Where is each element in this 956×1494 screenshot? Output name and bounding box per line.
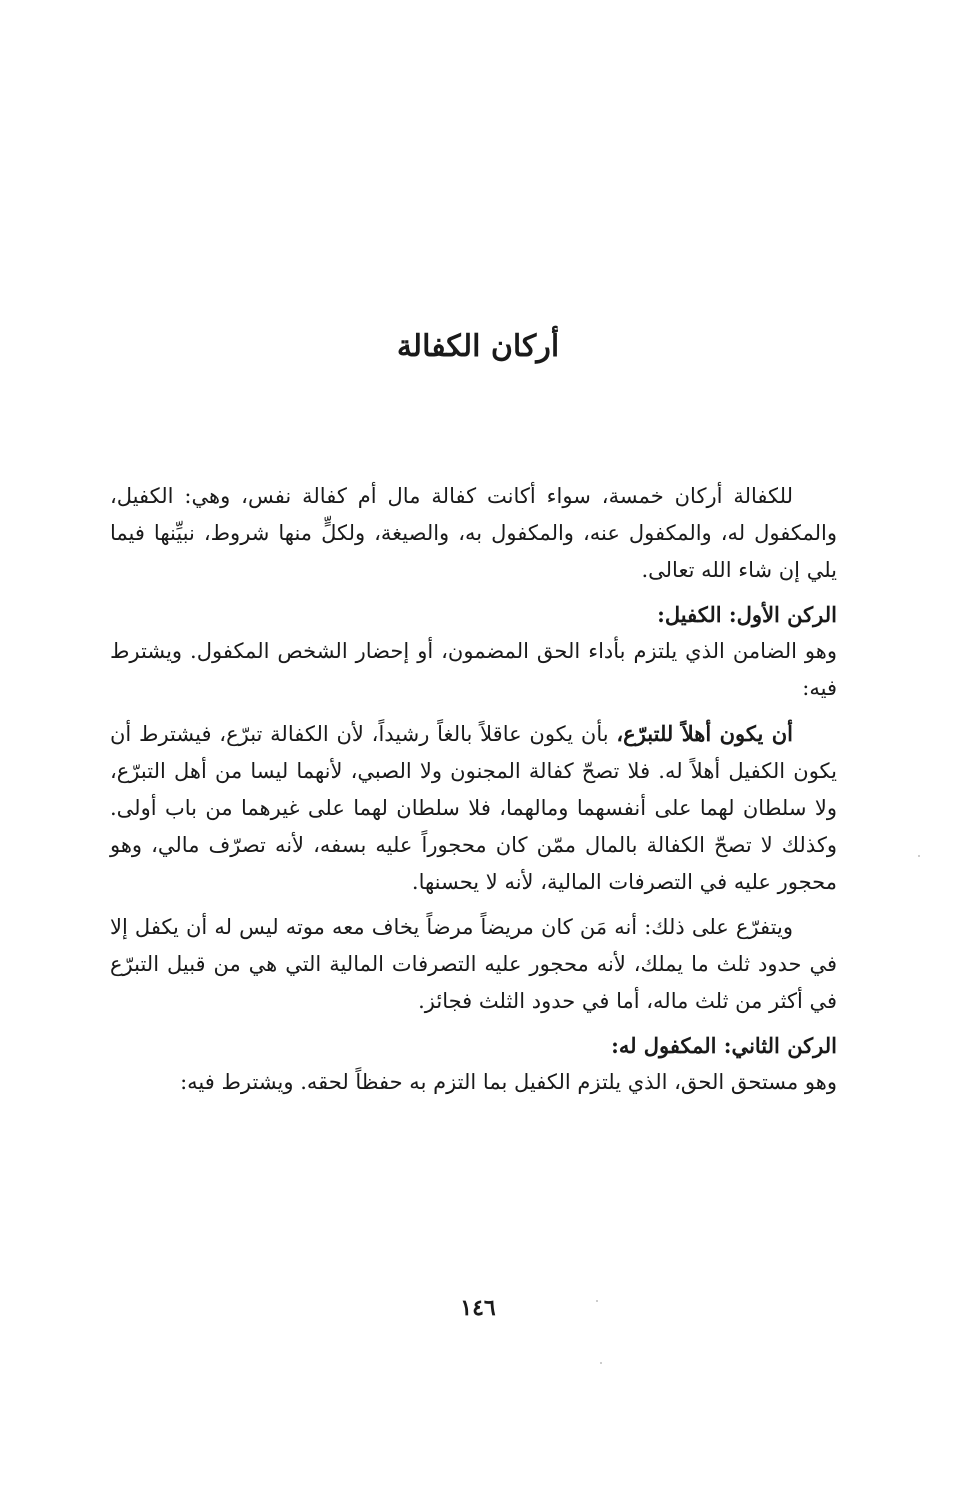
print-speck <box>596 1300 598 1302</box>
body-text <box>110 478 837 1101</box>
condition-body: بأن يكون عاقلاً بالغاً رشيداً، لأن الكفالة تبرّع، فيشترط أن يكون الكفيل أهلاً له. فلا تصحّ كفالة المجنون ولا الصبي، لأنهما ليسا من أهل التبرّع، ولا سلطان لهما على أنفسهما ومالهما، فلا سلطان لهما على غيرهما من باب أولى. وكذلك لا تصحّ الكفالة بالمال ممّن كان محجوراً عليه بسفه، لأنه تصرّف مالي، وهو محجور عليه في التصرفات المالية، لأنه لا يحسنها. <box>110 722 837 894</box>
page-number: ١٤٦ <box>460 1295 496 1321</box>
section-heading-first-pillar: الركن الأول: الكفيل: <box>657 602 837 627</box>
page-title: أركان الكفالة <box>396 329 560 365</box>
first-pillar-definition: وهو الضامن الذي يلتزم بأداء الحق المضمون، أو إحضار الشخص المكفول. ويشترط فيه: <box>110 639 837 700</box>
section-heading-second-pillar: الركن الثاني: المكفول له: <box>611 1033 837 1058</box>
print-speck <box>918 855 920 857</box>
condition-lead: أن يكون أهلاً للتبرّع، <box>616 721 794 746</box>
print-speck <box>600 1362 602 1364</box>
second-pillar-definition: وهو مستحق الحق، الذي يلتزم الكفيل بما التزم به حفظاً لحقه. ويشترط فيه: <box>180 1070 837 1094</box>
branch-paragraph: ويتفرّع على ذلك: أنه مَن كان مريضاً مرضاً يخاف معه موته ليس له أن يكفل إلا في حدود ثلث ما يملك، لأنه محجور عليه التصرفات المالية التي هي من قبيل التبرّع في أكثر من ثلث ماله، أما في حدود الثلث فجائز. <box>110 915 837 1013</box>
intro-paragraph: للكفالة أركان خمسة، سواء أكانت كفالة مال أم كفالة نفس، وهي: الكفيل، والمكفول له، والمكفول عنه، والمكفول به، والصيغة، ولكلٍّ منها شروط، نبيِّنها فيما يلي إن شاء الله تعالى. <box>110 484 837 582</box>
condition-paragraph <box>110 715 837 901</box>
